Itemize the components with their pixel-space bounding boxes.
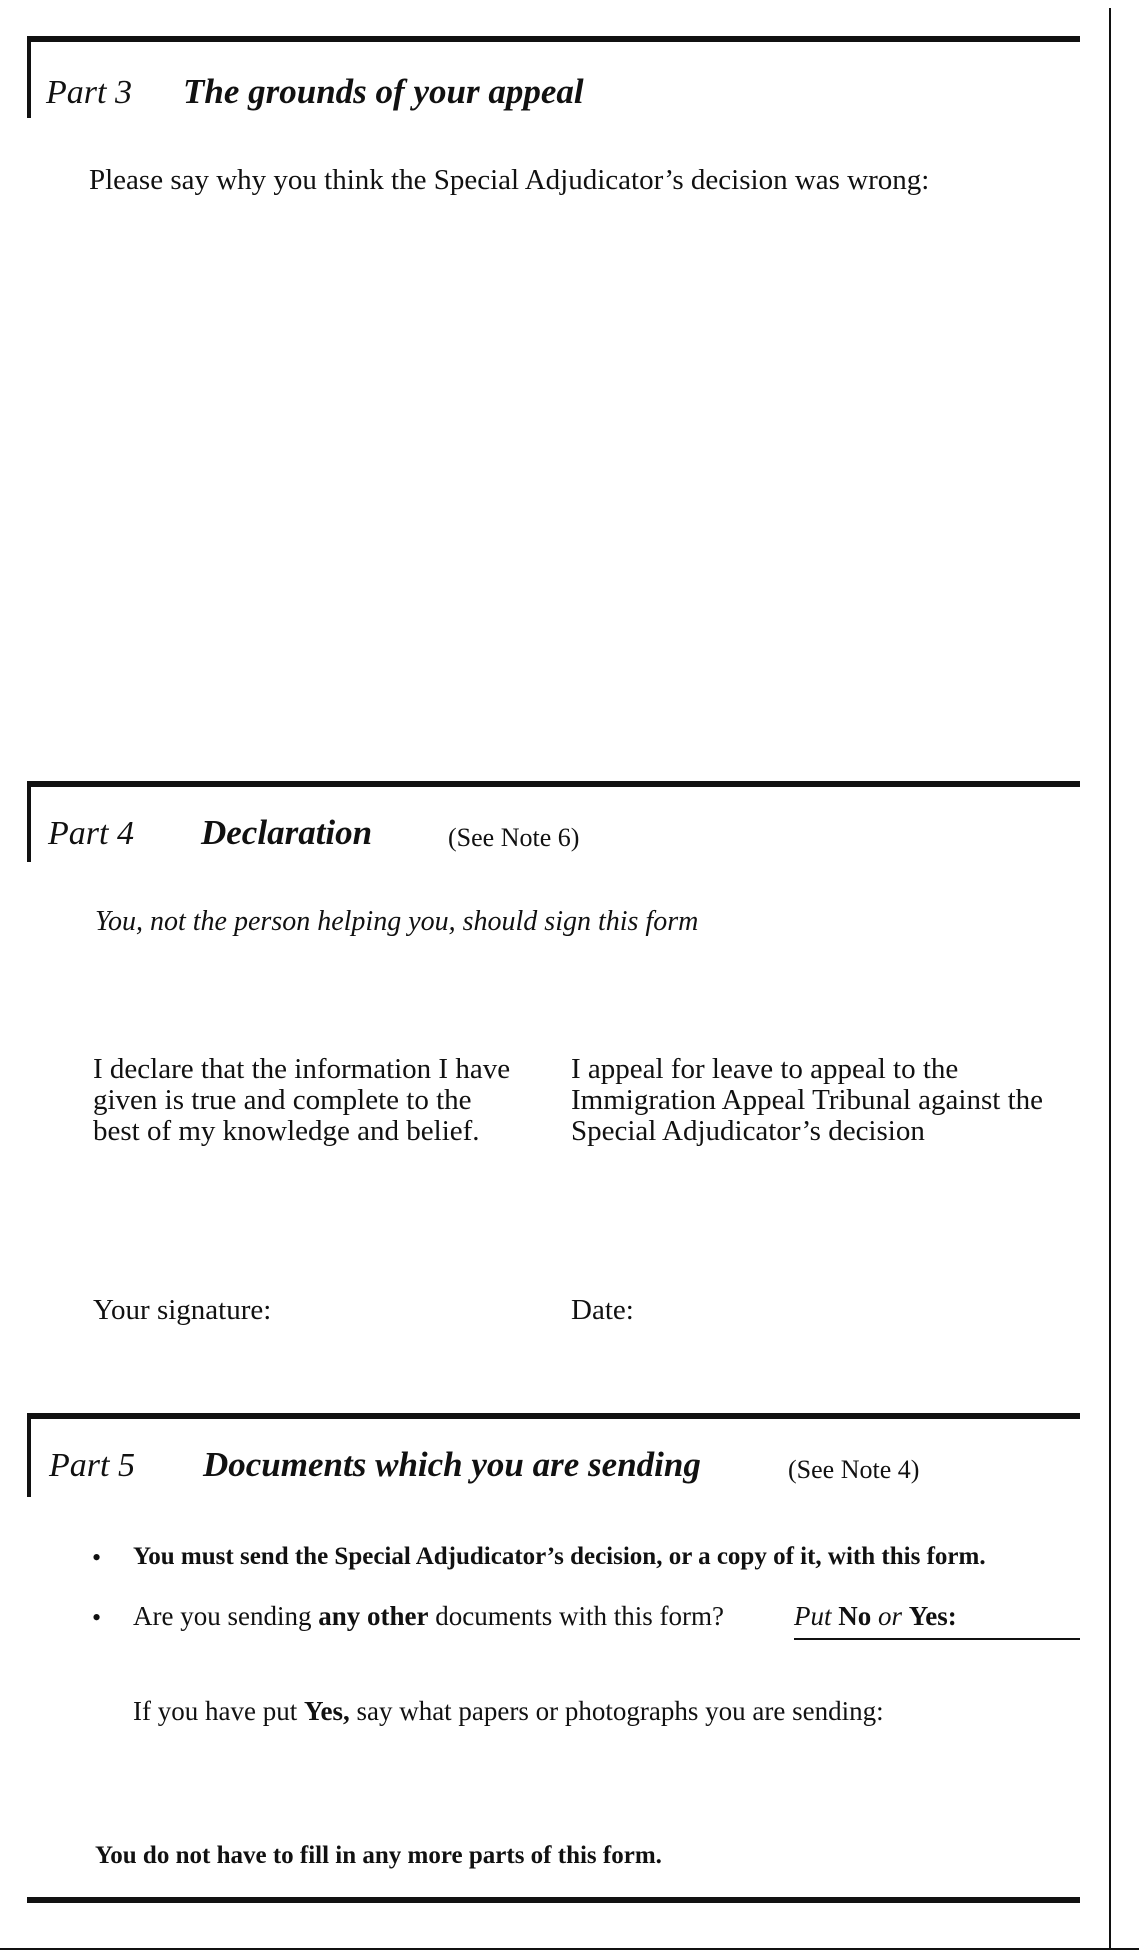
part4-number: Part 4 [48,815,134,852]
signature-field[interactable] [298,1285,548,1325]
bullet-2-marker: • [92,1603,102,1632]
part4-left-bracket [27,781,31,862]
date-label: Date: [571,1294,634,1326]
declaration-text: I declare that the information I have given is true and complete to the best of my knowledge and belief. [93,1053,511,1147]
question-emphasis: any other [318,1601,429,1631]
part4-top-rule [27,781,1080,787]
part5-top-rule [27,1413,1080,1419]
question-suffix: documents with this form? [428,1601,724,1631]
part3-title: The grounds of your appeal [183,72,584,111]
other-documents-question [133,1601,724,1632]
put-label: Put [794,1601,832,1631]
part4-title: Declaration [201,813,373,852]
papers-answer-area[interactable] [133,1735,1073,1815]
part5-number: Part 5 [49,1447,135,1484]
if-suffix: say what papers or photographs you are sending: [349,1696,884,1726]
part3-prompt: Please say why you think the Special Adjudicator’s decision was wrong: [89,164,930,196]
if-yes-prompt [133,1696,884,1727]
answer-underline [794,1638,1080,1640]
right-margin-rule [1109,8,1111,1948]
or-label: or [878,1601,903,1631]
part5-left-bracket [27,1413,31,1497]
if-emphasis: Yes, [303,1696,350,1726]
part3-left-bracket [27,36,31,118]
no-option: No [838,1601,872,1631]
must-send-text: You must send the Special Adjudicator’s decision, or a copy of it, with this form. [133,1543,986,1570]
part4-note-ref: (See Note 6) [448,823,580,852]
if-prefix: If you have put [133,1696,304,1726]
signature-label: Your signature: [93,1294,272,1326]
part4-instruction: You, not the person helping you, should sign this form [95,906,699,937]
part3-number: Part 3 [46,74,132,111]
part5-bottom-rule [27,1897,1080,1903]
bottom-page-rule [0,1948,1139,1950]
date-field[interactable] [648,1285,1068,1325]
part5-title: Documents which you are sending [203,1445,701,1484]
answer-instruction [794,1601,957,1632]
no-or-yes-field[interactable] [968,1598,1078,1636]
grounds-answer-area[interactable] [89,212,1069,772]
final-note: You do not have to fill in any more parts of this form. [95,1842,662,1869]
part3-top-rule [27,36,1080,42]
part5-note-ref: (See Note 4) [788,1455,920,1484]
bullet-1-marker: • [92,1543,102,1572]
question-prefix: Are you sending [133,1601,319,1631]
appeal-statement-text: I appeal for leave to appeal to the Immigration Appeal Tribunal against the Special Adjudicator’s decision [571,1053,1044,1147]
yes-option: Yes: [908,1601,957,1631]
